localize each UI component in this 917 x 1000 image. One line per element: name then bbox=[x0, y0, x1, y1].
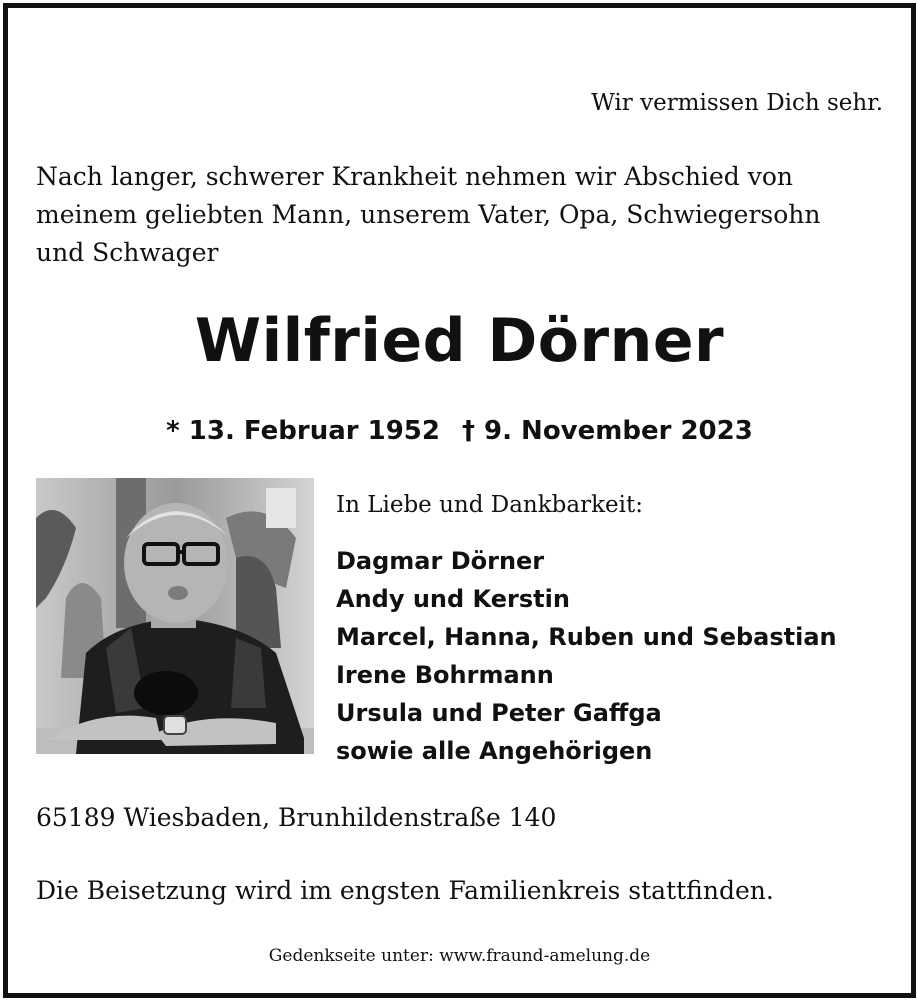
mourner-name: Marcel, Hanna, Ruben und Sebastian bbox=[336, 623, 837, 651]
funeral-note: Die Beisetzung wird im engsten Familienkreis stattfinden. bbox=[36, 876, 774, 905]
memorial-page-link: Gedenkseite unter: www.fraund-amelung.de bbox=[268, 946, 651, 966]
mourners-list bbox=[336, 542, 837, 770]
address: 65189 Wiesbaden, Brunhildenstraße 140 bbox=[36, 803, 557, 832]
thanks-line: In Liebe und Dankbarkeit: bbox=[336, 492, 643, 518]
portrait-photo bbox=[36, 478, 314, 754]
intro-text bbox=[36, 158, 896, 272]
intro-line: meinem geliebten Mann, unserem Vater, Opa, Schwiegersohn bbox=[36, 200, 821, 229]
death-date: † 9. November 2023 bbox=[461, 416, 753, 446]
birth-date: * 13. Februar 1952 bbox=[166, 416, 440, 446]
mourner-name: Ursula und Peter Gaffga bbox=[336, 699, 662, 727]
mourner-name: Dagmar Dörner bbox=[336, 547, 545, 575]
mourner-name: Andy und Kerstin bbox=[336, 585, 570, 613]
intro-line: Nach langer, schwerer Krankheit nehmen wir Abschied von bbox=[36, 162, 794, 191]
mourner-name: sowie alle Angehörigen bbox=[336, 737, 653, 765]
deceased-name: Wilfried Dörner bbox=[194, 306, 725, 376]
intro-line: und Schwager bbox=[36, 238, 219, 267]
mourner-name: Irene Bohrmann bbox=[336, 661, 554, 689]
motto: Wir vermissen Dich sehr. bbox=[591, 90, 883, 116]
life-dates bbox=[8, 416, 911, 446]
obituary-notice bbox=[3, 3, 916, 998]
